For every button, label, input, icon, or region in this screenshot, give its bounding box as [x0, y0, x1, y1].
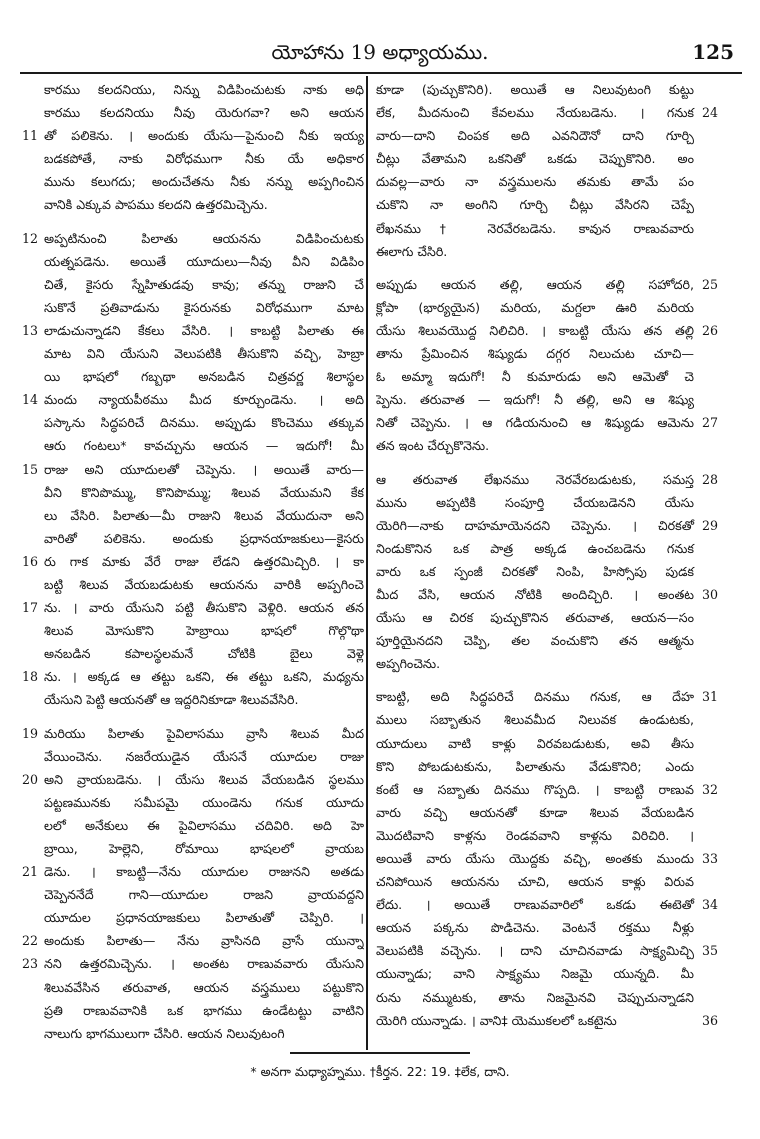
text-line	[376, 583, 718, 606]
text-line	[22, 434, 364, 457]
verse-number: 31	[700, 685, 718, 708]
right-column	[376, 78, 718, 1032]
verse-number: 30	[700, 583, 718, 606]
line-text: వారు—దాని చింపక అది ఎవనిదౌనో దాని గూర్చి	[376, 128, 694, 144]
line-text: నిండుకొనిన ఒక పాత్ర అక్కడ ఉంచబడెను గనుక	[376, 540, 694, 556]
paragraph-gap	[22, 217, 364, 227]
header-rule	[20, 72, 742, 74]
verse-number: 19	[22, 725, 39, 741]
line-text: బట్టి శిలువ వేయబడుటకు ఆయనను వారికి అప్పగించె	[44, 576, 364, 592]
text-line	[376, 388, 718, 411]
line-text: వారు వచ్చి ఆయనతో కూడా శిలువ వేయబడిన	[376, 804, 694, 820]
paragraph-gap	[376, 458, 718, 468]
text-line	[376, 491, 718, 514]
paragraph-gap	[376, 675, 718, 685]
text-line	[22, 78, 364, 101]
line-text: యూదుల ప్రధానయాజకులు పిలాతుతో చెప్పిరి. ।	[44, 910, 364, 926]
line-text: ములు సబ్బాతున శిలువమీద నిలువక ఉండుటకు,	[376, 712, 694, 728]
text-line	[376, 1009, 718, 1032]
verse-number: 13	[22, 322, 39, 338]
verse-number: 36	[700, 1009, 718, 1032]
verse-number: 22	[22, 933, 39, 949]
line-text: మరియు పిలాతు పైవిలాసము వ్రాసి శిలువ మీద	[44, 725, 364, 741]
line-text: వేయించెను. నజరేయుడైన యేసనే యూదుల రాజు	[44, 748, 364, 764]
line-text: యేసు శిలువయొద్ద నిలిచిరి. । కాబట్టి యేసు తన తల్లి	[376, 322, 694, 338]
text-line	[376, 78, 718, 101]
line-text: అప్పటినుంచి పిలాతు ఆయనను విడిపించుటకు	[44, 230, 364, 246]
line-text: నని ఉత్తరమిచ్చెను. । అంతట రాణువవారు యేసుని	[44, 956, 364, 972]
text-line	[22, 550, 364, 573]
text-line	[22, 814, 364, 837]
line-text: శిలువ మోసుకొని హెబ్రాయి భాషలో గొల్గొథా	[44, 623, 364, 639]
line-text: మును కలుగదు; అందుచేతను నీకు నన్ను అప్పగించిన	[44, 174, 364, 190]
text-line	[22, 296, 364, 319]
line-text: చీట్లు వేతామని ఒకనితో ఒకడు చెప్పుకొనిరి. అం	[376, 151, 694, 167]
column-divider	[366, 76, 368, 1050]
text-line	[376, 101, 718, 124]
text-line	[22, 619, 364, 642]
line-text: యెరిగి యున్నాడు. । వాని‡ యెముకలలో ఒకటైను	[376, 1012, 617, 1028]
text-line	[376, 468, 718, 491]
text-line	[376, 273, 718, 296]
chapter-title: యోహాను 19 అధ్యాయము.	[271, 40, 489, 64]
page-number: 125	[692, 40, 734, 64]
text-line	[22, 688, 364, 711]
text-line	[22, 365, 364, 388]
verse-number: 17	[22, 600, 39, 616]
text-line	[376, 124, 718, 147]
line-text: ఆయన పక్కను పొడిచెను. వెంటనే రక్తము నీళ్లు	[376, 920, 694, 936]
line-text: కొని పోబడుటకును, పిలాతును వేడుకొనిరి; ఎందు	[376, 758, 694, 774]
text-line	[376, 847, 718, 870]
text-line	[376, 434, 718, 457]
text-line	[22, 745, 364, 768]
text-line	[22, 596, 364, 619]
line-text: ఈలాగు చేసిరి.	[376, 243, 448, 259]
verse-number: 14	[22, 392, 39, 408]
line-text: లు వేసిరి. పిలాతు—మీ రాజుని శిలువ వేయుదునా అని	[44, 507, 364, 523]
line-text: యి భాషలో గబ్బథా అనబడిన చిత్రవర్ణ శిలాస్థల	[44, 369, 364, 385]
paragraph-gap	[376, 263, 718, 273]
line-text: వారు ఒక స్పంజీ చిరకతో నింపి, హిస్సోపు పుడక	[376, 563, 694, 579]
footnotes: * అనగా మధ్యాహ్నము. †కీర్తన. 22: 19. ‡లేక, దాని.	[250, 1064, 510, 1079]
line-text: చితే, కైసరు స్నేహితుడవు కావు; తన్ను రాజుని చే	[44, 276, 364, 292]
text-line	[22, 642, 364, 665]
text-line	[22, 504, 364, 527]
line-text: యున్నాడు; వాని సాక్ష్యము నిజమై యున్నది. మీ	[376, 966, 694, 982]
line-text: తాను ప్రేమించిన శిష్యుడు దగ్గర నిలుచుట చూచి—	[376, 346, 694, 362]
verse-number: 35	[700, 939, 718, 962]
line-text: రు గాక మాకు వేరే రాజు లేడని ఉత్తరమిచ్చిరి. । కా	[44, 553, 364, 569]
line-text: రును నమ్ముటకు, తాను నిజమైనవి చెప్పుచున్నాడని	[376, 989, 694, 1005]
line-text: కారము కలదనియు, నిన్ను విడిపించుటకు నాకు అధి	[44, 82, 364, 97]
line-text: పస్కాను సిద్ధపరిచే దినము. అప్పుడు కొంచెము తక్కువ	[44, 415, 364, 431]
line-text: మును అప్పటికి సంపూర్తి చేయబడెనని యేసు	[376, 494, 694, 510]
verse-number: 25	[700, 273, 718, 296]
line-text: యేసు ఆ చిరక పుచ్చుకొనిన తరువాత, ఆయన—సం	[376, 610, 694, 626]
line-text: కంటే ఆ సబ్బాతు దినము గొప్పది. । కాబట్టి రాణువ	[376, 781, 694, 797]
line-text: ఓ అమ్మా ఇదుగో! నీ కుమారుడు అని ఆమెతో చె	[376, 369, 694, 385]
verse-number: 29	[700, 514, 718, 537]
verse-number: 11	[22, 128, 39, 144]
verse-number: 33	[700, 847, 718, 870]
text-line	[22, 147, 364, 170]
verse-number: 16	[22, 553, 39, 569]
line-text: అని వ్రాయబడెను. । యేసు శిలువ వేయబడిన స్థలము	[44, 771, 364, 787]
text-line	[376, 962, 718, 985]
line-text: కారము కలదనియు నీవు యెరుగవా? అని ఆయన	[44, 105, 364, 121]
line-text: లాడుచున్నాడని కేకలు వేసిరి. । కాబట్టి పిలాతు ఈ	[44, 322, 364, 338]
line-text: లేక, మీదనుంచి కేవలము నేయబడెను. । గనుక	[376, 105, 694, 121]
text-line	[376, 732, 718, 755]
text-line	[22, 883, 364, 906]
text-line	[376, 986, 718, 1009]
text-line	[22, 527, 364, 550]
line-text: యూదులు వాటి కాళ్లు విరవబడుటకు, అవి తీసు	[376, 735, 694, 751]
line-text: అప్పుడు ఆయన తల్లి, ఆయన తల్లి సహోదరి,	[376, 276, 694, 292]
verse-number: 27	[700, 411, 718, 434]
line-text: యత్నపడెను. అయితే యూదులు—నీవు వీని విడిపిం	[44, 253, 364, 269]
line-text: అయితే వారు యేసు యొద్దకు వచ్చి, అంతకు ముందు	[376, 851, 694, 866]
text-line	[376, 755, 718, 778]
text-line	[22, 837, 364, 860]
text-line	[22, 976, 364, 999]
line-text: యెరిగి—నాకు దాహమాయెనదని చెప్పెను. । చిరకతో	[376, 517, 694, 533]
paragraph-gap	[22, 712, 364, 722]
line-text: అప్పగించెను.	[376, 656, 441, 672]
text-line	[22, 722, 364, 745]
line-text: నితో చెప్పెను. । ఆ గడియనుంచి ఆ శిష్యుడు ఆమెను	[376, 415, 694, 431]
line-text: బ్రాయి, హెల్లెని, రోమాయి భాషలలో వ్రాయబ	[44, 841, 364, 856]
line-text: తన ఇంట చేర్చుకొనెను.	[376, 438, 490, 454]
line-text: క్లోపా (భార్యయైన) మరియ, మగ్దలా ఊరి మరియ	[376, 299, 694, 315]
text-line	[376, 240, 718, 263]
verse-number: 12	[22, 230, 39, 246]
text-line	[376, 939, 718, 962]
text-line	[22, 1022, 364, 1045]
text-line	[376, 170, 718, 193]
line-text: లేఖనము† నెరవేరబడెను. కావున రాణువవారు	[376, 220, 694, 236]
text-line	[22, 768, 364, 791]
text-line	[376, 342, 718, 365]
text-line	[22, 101, 364, 124]
text-line	[22, 791, 364, 814]
line-text: వానికి ఎక్కువ పాపము కలదని ఉత్తరమిచ్చెను.	[44, 197, 268, 213]
text-line	[376, 560, 718, 583]
text-line	[376, 514, 718, 537]
line-text: శిలువవేసిన తరువాత, ఆయన వస్త్రములు పట్టుకొని	[44, 979, 364, 995]
line-text: డెను. । కాబట్టి—నేను యూదుల రాజునని అతడు	[44, 864, 364, 880]
text-line	[376, 685, 718, 708]
text-line	[376, 147, 718, 170]
text-line	[376, 708, 718, 731]
line-text: కూడా (పుచ్చుకొనిరి). అయితే ఆ నిలువుటంగి కుట్టు	[376, 82, 694, 97]
text-line	[376, 606, 718, 629]
line-text: చనిపోయిన ఆయనను చూచి, ఆయన కాళ్లు విరువ	[376, 874, 694, 890]
text-line	[22, 411, 364, 434]
line-text: తో పలికెను. । అందుకు యేసు—పైనుంచి నీకు ఇయ్య	[44, 128, 364, 144]
line-text: మాట విని యేసుని వెలుపటికి తీసుకొని వచ్చి, హెబ్రా	[44, 346, 364, 362]
verse-number: 18	[22, 669, 39, 685]
verse-number: 21	[22, 864, 39, 880]
text-line	[376, 870, 718, 893]
text-line	[22, 227, 364, 250]
text-line	[22, 250, 364, 273]
line-text: మొదటివాని కాళ్లను రెండవవాని కాళ్లను విరిచిరి. ।	[376, 827, 694, 843]
text-line	[22, 342, 364, 365]
text-line	[376, 411, 718, 434]
text-line	[376, 893, 718, 916]
text-line	[376, 537, 718, 560]
text-line	[376, 217, 718, 240]
text-line	[22, 388, 364, 411]
line-text: నాలుగు భాగములుగా చేసిరి. ఆయన నిలువుటంగి	[44, 1025, 285, 1041]
text-line	[22, 481, 364, 504]
text-line	[376, 193, 718, 216]
text-line	[376, 778, 718, 801]
line-text: వెలుపటికి వచ్చెను. । దాని చూచినవాడు సాక్ష్యమిచ్చి	[376, 943, 694, 959]
text-line	[376, 652, 718, 675]
line-text: అందుకు పిలాతు— నేను వ్రాసినది వ్రాసే యున్నా	[44, 933, 364, 949]
text-line	[376, 365, 718, 388]
line-text: మీద వేసి, ఆయన నోటికి అందిచ్చిరి. । అంతట	[376, 586, 694, 602]
text-line	[22, 458, 364, 481]
line-text: పూర్తియైనదని చెప్పి, తల వంచుకొని తన ఆత్మను	[376, 633, 694, 649]
text-line	[376, 824, 718, 847]
text-line	[376, 916, 718, 939]
line-text: కాబట్టి, అది సిద్ధపరిచే దినము గనుక, ఆ దేహ	[376, 689, 694, 705]
text-line	[22, 170, 364, 193]
verse-number: 20	[22, 771, 39, 787]
line-text: ను. । వారు యేసుని పట్టి తీసుకొని వెళ్లిరి. ఆయన తన	[44, 600, 364, 616]
line-text: లేదు. । అయితే రాణువవారిలో ఒకడు ఈటెతో	[376, 897, 694, 913]
verse-number: 34	[700, 893, 718, 916]
line-text: బడకపోతే, నాకు విరోధముగా నీకు యే అధికార	[44, 151, 364, 167]
text-line	[22, 193, 364, 216]
line-text: అనబడిన కపాలస్థలమనే చోటికి బైలు వెళ్లె	[44, 646, 364, 662]
line-text: పట్టణమునకు సమీపమై యుండెను గనుక యూదు	[44, 794, 364, 810]
text-line	[376, 319, 718, 342]
text-line	[22, 573, 364, 596]
text-line	[376, 801, 718, 824]
line-text: చుకొని నా అంగిని గూర్చి చీట్లు వేసిరని చెప్పే	[376, 197, 694, 213]
line-text: దువల్ల—వారు నా వస్త్రములను తమకు తామే పం	[376, 174, 694, 190]
verse-number: 28	[700, 468, 718, 491]
text-line	[22, 906, 364, 929]
line-text: మందు న్యాయపీఠము మీద కూర్చుండెను. । అది	[44, 392, 364, 408]
footnote-rule	[290, 1052, 470, 1054]
line-text: యేసుని పెట్టి ఆయనతో ఆ ఇద్దరినికూడా శిలువవేసిరి.	[44, 692, 299, 708]
page-header	[20, 34, 740, 68]
line-text: వీని కొనిపొమ్ము, కొనిపొమ్ము; శిలువ వేయుమని కేక	[44, 484, 364, 500]
line-text: చెప్పెననేదే గాని—యూదుల రాజని వ్రాయవద్దని	[44, 887, 364, 903]
text-line	[22, 319, 364, 342]
text-line	[22, 999, 364, 1022]
text-line	[22, 124, 364, 147]
text-line	[376, 296, 718, 319]
text-line	[376, 629, 718, 652]
line-text: ప్రతి రాణువవానికి ఒక భాగము ఉండేటట్టు వాటిని	[44, 1002, 364, 1018]
verse-number: 26	[700, 319, 718, 342]
line-text: సుకొనే ప్రతివాడును కైసరునకు విరోధముగా మాట	[44, 299, 364, 315]
line-text: రాజు అని యూదులతో చెప్పెను. । అయితే వారు—	[44, 461, 364, 477]
verse-number: 23	[22, 956, 39, 972]
line-text: ను. । అక్కడ ఆ తట్టు ఒకని, ఈ తట్టు ఒకని, మధ్యను	[44, 669, 364, 685]
text-line	[22, 665, 364, 688]
text-line	[22, 273, 364, 296]
line-text: ఆరు గంటలు* కావచ్చును ఆయన — ఇదుగో! మీ	[44, 438, 364, 454]
text-line	[22, 860, 364, 883]
verse-number: 32	[700, 778, 718, 801]
line-text: వారితో పలికెను. అందుకు ప్రధానయాజకులు—కైసరు	[44, 530, 364, 546]
text-line	[22, 929, 364, 952]
text-line	[22, 952, 364, 975]
line-text: ప్పెను. తరువాత — ఇదుగో! నీ తల్లి, అని ఆ శిష్యు	[376, 392, 694, 408]
line-text: ఆ తరువాత లేఖనము నెరవేరబడుటకు, సమస్త	[376, 471, 694, 487]
verse-number: 15	[22, 461, 39, 477]
line-text: లలో అనేకులు ఈ పైవిలాసము చదివిరి. అది హె	[44, 817, 364, 833]
verse-number: 24	[700, 101, 718, 124]
left-column	[22, 78, 364, 1045]
